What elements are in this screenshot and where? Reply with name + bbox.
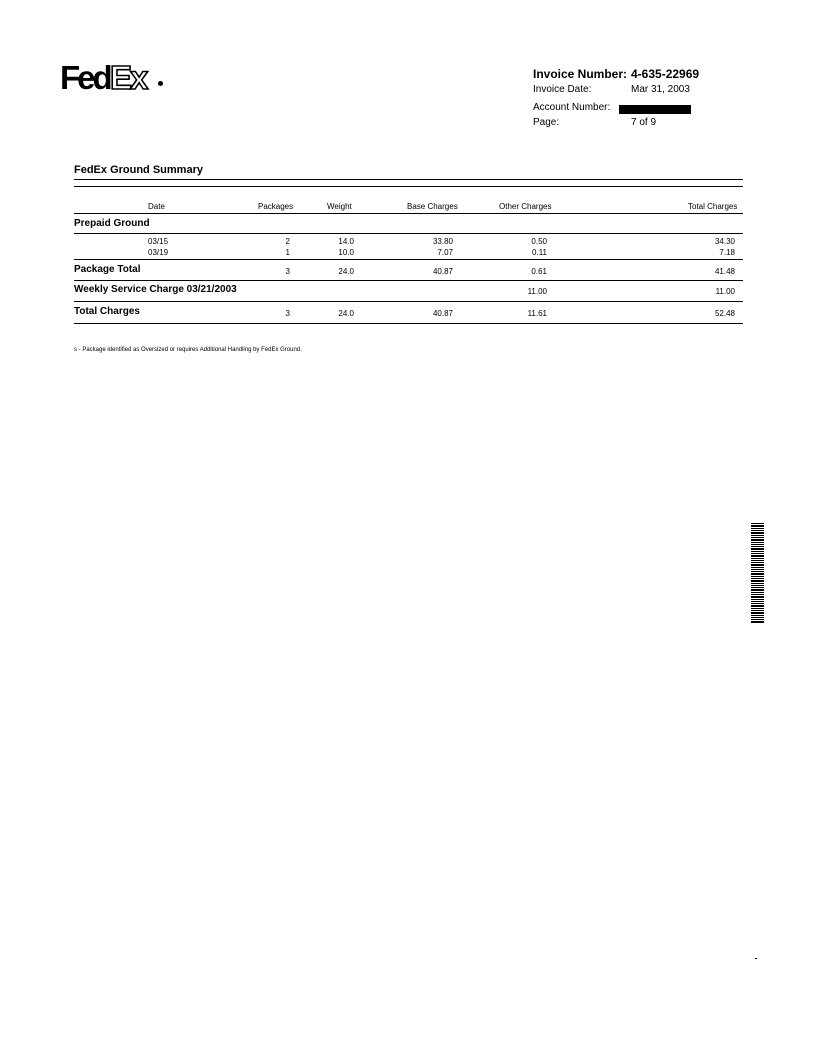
- package-total-weight: 24.0: [338, 267, 354, 276]
- weekly-service-label: Weekly Service Charge 03/21/2003: [74, 284, 237, 295]
- weekly-service-total: 11.00: [715, 287, 735, 296]
- col-header-date: Date: [148, 202, 165, 211]
- total-charges-label: Total Charges: [74, 306, 140, 317]
- divider: [74, 301, 743, 302]
- col-header-base: Base Charges: [407, 202, 458, 211]
- package-total-label: Package Total: [74, 264, 141, 275]
- col-header-total: Total Charges: [688, 202, 738, 211]
- invoice-date: Mar 31, 2003: [631, 84, 690, 95]
- total-charges-weight: 24.0: [338, 309, 354, 318]
- account-number-row: [533, 102, 733, 117]
- barcode: [751, 523, 764, 623]
- group-label: Prepaid Ground: [74, 218, 150, 229]
- logo-fed: Fed: [60, 59, 110, 96]
- page-label: Page:: [533, 117, 560, 128]
- page-row: [533, 117, 733, 132]
- package-total-other: 0.61: [531, 267, 547, 276]
- divider: [74, 233, 743, 234]
- divider: [74, 280, 743, 281]
- invoice-number: 4-635-22969: [631, 67, 700, 81]
- row-packages: 1: [285, 248, 290, 257]
- page-number: 7 of 9: [631, 117, 657, 128]
- footnote: s - Package identified as Oversized or requires Additional Handling by FedEx Ground.: [74, 347, 302, 353]
- account-number-label: Account Number:: [533, 102, 611, 113]
- row-weight: 10.0: [338, 248, 354, 257]
- invoice-date-row: [533, 84, 733, 102]
- package-total-base: 40.87: [432, 267, 453, 276]
- package-total-packages: 3: [285, 267, 290, 276]
- total-charges-base: 40.87: [432, 309, 453, 318]
- divider: [74, 179, 743, 180]
- col-header-weight: Weight: [327, 202, 352, 211]
- row-weight: 14.0: [338, 237, 354, 246]
- divider: [74, 186, 743, 187]
- weekly-service-other: 11.00: [527, 287, 547, 296]
- divider: [74, 323, 743, 324]
- col-header-other: Other Charges: [499, 202, 552, 211]
- account-number-redacted: [619, 105, 691, 114]
- fedex-logo: [60, 60, 166, 98]
- total-charges-other: 11.61: [527, 309, 547, 318]
- invoice-number-row: [533, 67, 733, 84]
- row-total: 34.30: [714, 237, 735, 246]
- logo-dot: [158, 81, 163, 86]
- row-date: 03/19: [148, 248, 169, 257]
- page-mark: [755, 958, 757, 959]
- invoice-info: [533, 67, 733, 132]
- package-total-total: 41.48: [714, 267, 735, 276]
- invoice-number-label: Invoice Number:: [533, 67, 628, 81]
- logo-ex: Ex: [110, 59, 147, 96]
- row-other: 0.50: [531, 237, 547, 246]
- divider: [74, 259, 743, 260]
- col-header-packages: Packages: [258, 202, 294, 211]
- row-base: 33.80: [432, 237, 453, 246]
- section-title: FedEx Ground Summary: [74, 164, 203, 176]
- divider: [74, 213, 743, 214]
- row-total: 7.18: [719, 248, 735, 257]
- row-packages: 2: [285, 237, 290, 246]
- row-date: 03/15: [148, 237, 169, 246]
- total-charges-total: 52.48: [714, 309, 735, 318]
- invoice-date-label: Invoice Date:: [533, 84, 592, 95]
- total-charges-packages: 3: [285, 309, 290, 318]
- row-other: 0.11: [532, 248, 547, 257]
- row-base: 7.07: [437, 248, 453, 257]
